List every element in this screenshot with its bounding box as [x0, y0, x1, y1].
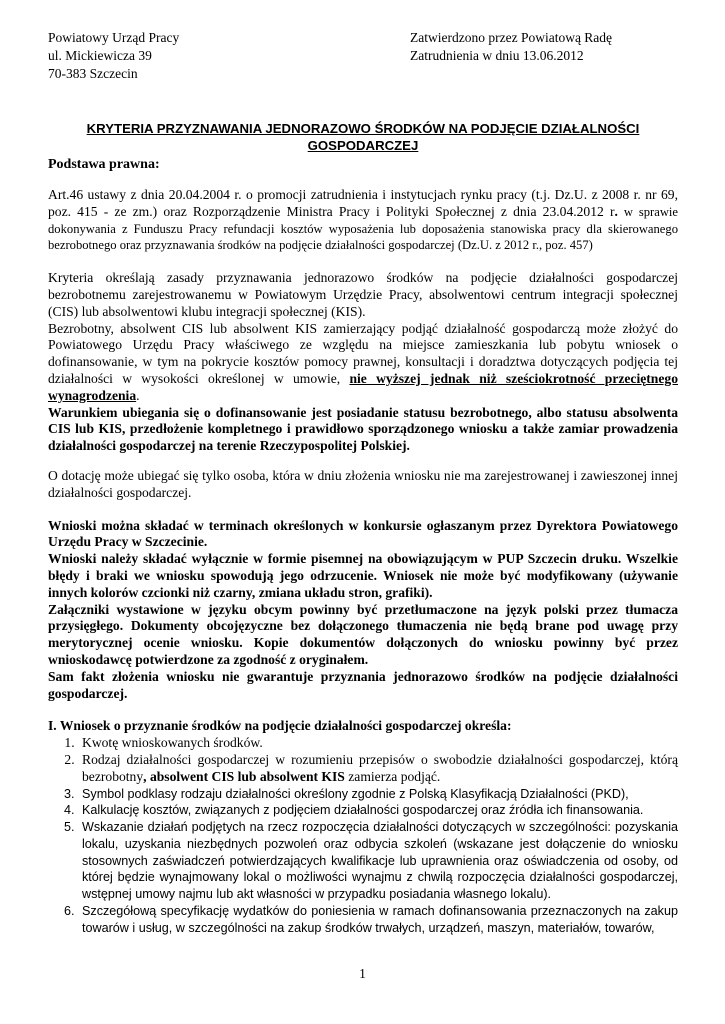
list-item-text: Symbol podklasy rodzaju działalności określony zgodnie z Polską Klasyfikacją Działalności (PKD), [82, 786, 629, 801]
list-item-text: Wskazanie działań podjętych na rzecz rozpoczęcia działalności dotyczących w szczególności: pozyskania lokalu, uzyskania niezbędnych pozwoleń oraz odbycia szkoleń (wskazane jest dołączenie do wniosku stosownych zaświadczeń potwierdzających kwalifikacje lub uprawnienia oraz oświadczenia od osoby, od której będzie wynajmowany lokal o możliwości wynajmu z chwilą rozpoczęcia działalności gospodarczej, wstępnej umowy najmu lub akt własności w przypadku posiadania własnego lokalu). [82, 820, 678, 902]
letterhead [48, 29, 678, 83]
page-number: 1 [359, 966, 366, 981]
list-item [78, 752, 678, 786]
office-city: 70-383 Szczecin [48, 66, 138, 81]
section-1-list [48, 735, 678, 785]
list-item-text: Szczegółową specyfikację wydatków do poniesienia w ramach dofinansowania przeznaczonych na zakup towarów i usług, w szczególności na zakup środków trwałych, urządzeń, maszyn, materiałów, towarów, [82, 904, 678, 935]
list-item [78, 802, 678, 819]
criteria-paragraph: Kryteria określają zasady przyznawania jednorazowo środków na podjęcie działalności gospodarczej bezrobotnemu zarejestrowanemu w Powiatowym Urzędzie Pracy, absolwentowi centrum integracji społecznej (CIS) lub absolwentowi klubu integracji społecznej (KIS). [48, 270, 678, 319]
unemployed-limit: nie wyższej jednak niż sześciokrotność przeciętnego wynagrodzenia [48, 370, 678, 403]
title-line-1: KRYTERIA PRZYZNAWANIA JEDNORAZOWO ŚRODKÓW NA PODJĘCIE DZIAŁALNOŚCI [86, 121, 640, 136]
list-item-text: Kalkulację kosztów, związanych z podjęciem działalności gospodarczej oraz źródła ich finansowania. [82, 803, 644, 818]
rule-attachments: Załączniki wystawione w języku obcym powinny być przetłumaczone na język polski przez tłumacza przysięgłego. Dokumenty obcojęzyczne bez dołączonego tłumaczenia nie będą brane pod uwagę przy merytorycznej ocenie wniosku. Kopie dokumentów dołączonych do wniosku powinny być przez wnioskodawcę potwierdzone za zgodność z oryginałem. [48, 601, 678, 667]
office-name: Powiatowy Urząd Pracy [48, 30, 180, 45]
rule-deadline: Wnioski można składać w terminach określonych w konkursie ogłaszanym przez Dyrektora Powiatowego Urzędu Pracy w Szczecinie. [48, 517, 678, 550]
rule-no-guarantee: Sam fakt złożenia wniosku nie gwarantuje przyznania jednorazowo środków na podjęcie działalności gospodarczej. [48, 668, 678, 701]
list-item [78, 819, 678, 903]
list-item-text: Kwotę wnioskowanych środków. [82, 735, 263, 751]
condition-paragraph: Warunkiem ubiegania się o dofinansowanie jest posiadanie statusu bezrobotnego, albo statusu absolwenta CIS lub KIS, przedłożenie kompletnego i prawidłowo sporządzonego wniosku a także zamiar prowadzenia działalności gospodarczej na terenie Rzeczypospolitej Polskiej. [48, 404, 678, 454]
legal-basis-dot: . [614, 203, 618, 219]
document-title [48, 120, 678, 154]
title-line-2: GOSPODARCZEJ [307, 138, 419, 153]
grant-paragraph: O dotację może ubiegać się tylko osoba, która w dniu złożenia wniosku nie ma zarejestrowanej i zawieszonej innej działalności gospodarczej. [48, 467, 678, 500]
legal-basis-continuation: w sprawie dokonywania z Funduszu Pracy refundacji kosztów wyposażenia lub doposażenia stanowiska pracy dla skierowanego bezrobotnego oraz przyznawania środków na podjęcie działalności gospodarczej (Dz.U. z 2012 r., poz. 457) [48, 204, 679, 253]
list-item-text-end: zamierza podjąć. [344, 768, 441, 784]
legal-basis-heading: Podstawa prawna: [48, 157, 160, 172]
section-1-list-continued [48, 786, 678, 937]
list-item-bold: , absolwent CIS lub absolwent KIS [143, 768, 345, 784]
office-address [48, 29, 179, 83]
legal-basis-paragraph [48, 187, 678, 254]
office-street: ul. Mickiewicza 39 [48, 48, 152, 63]
legal-basis-main: Art.46 ustawy z dnia 20.04.2004 r. o promocji zatrudnienia i instytucjach rynku pracy (t.j. Dz.U. z 2008 r. nr 69, poz. 415 - ze zm.) oraz Rozporządzenie Ministra Pracy i Polityki Społecznej z dnia 23.04.2012 r [48, 187, 678, 219]
list-item [78, 735, 678, 752]
list-item [78, 786, 678, 803]
unemployed-paragraph [48, 321, 678, 405]
approval-line-1: Zatwierdzono przez Powiatową Radę [410, 30, 613, 45]
list-item-text: Rodzaj działalności gospodarczej w rozumieniu przepisów o swobodzie działalności gospodarczej, którą bezrobotny [82, 751, 678, 784]
application-rules [48, 518, 678, 703]
list-item [78, 903, 678, 937]
rule-form: Wnioski należy składać wyłącznie w formie pisemnej na obowiązującym w PUP Szczecin druku. Wszelkie błędy i braki we wniosku spowodują jego odrzucenie. Wniosek nie może być modyfikowany (używanie innych kolorów czcionki niż czarny, zmiana układu stron, grafiki). [48, 551, 678, 600]
unemployed-end: . [136, 387, 140, 403]
document-page [48, 29, 678, 937]
section-1-heading: I. Wniosek o przyznanie środków na podjęcie działalności gospodarczej określa: [48, 718, 512, 734]
approval-line-2: Zatrudnienia w dniu 13.06.2012 [410, 48, 584, 63]
unemployed-text: Bezrobotny, absolwent CIS lub absolwent KIS zamierzający podjąć działalność gospodarczą może złożyć do Powiatowego Urzędu Pracy właściwego ze względu na miejsce zamieszkania lub pobytu wniosek o dofinansowanie, w tym na pokrycie kosztów pomocy prawnej, konsultacji i doradztwa dotyczących podjęcia tej działalności w wysokości określonej w umowie, [48, 320, 678, 386]
approval-note [410, 29, 678, 83]
